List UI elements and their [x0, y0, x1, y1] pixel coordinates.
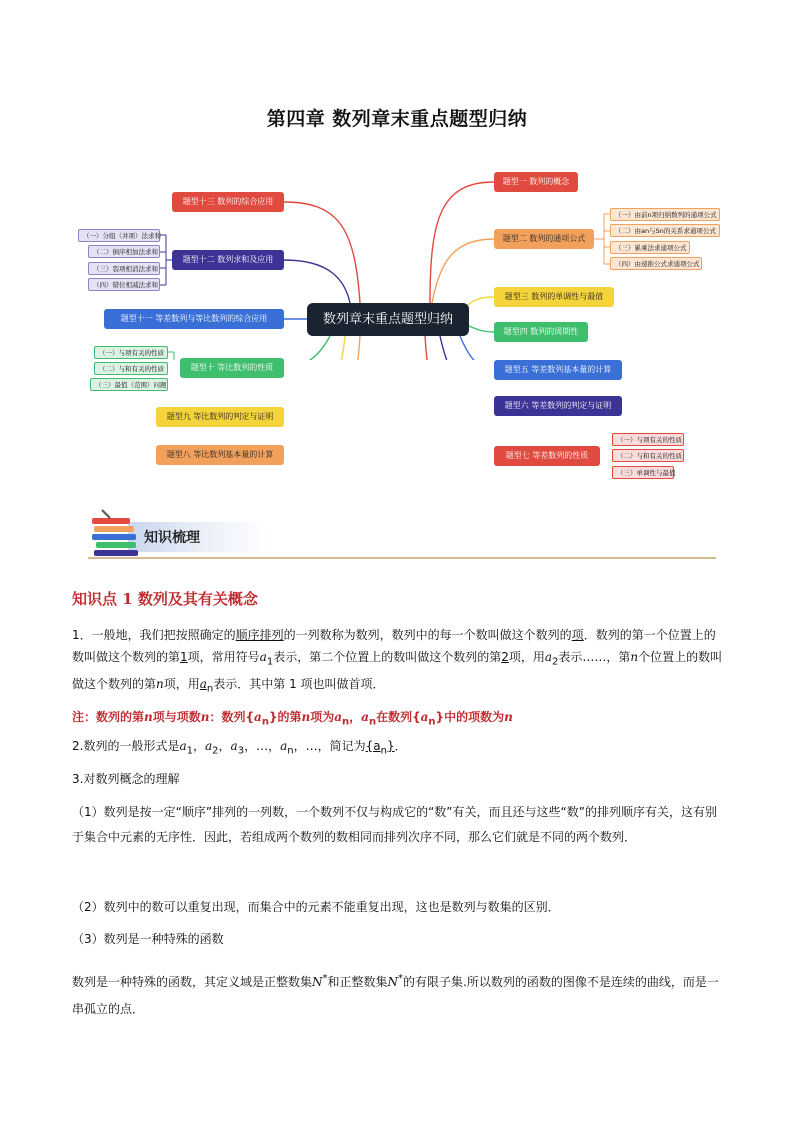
mindmap-node-type12: 题型十二 数列求和及应用	[172, 250, 284, 270]
mindmap-sub-type2-4: （四）由递推公式求通项公式	[610, 257, 702, 270]
mindmap-node-type2: 题型二 数列的通项公式	[494, 229, 594, 249]
mindmap-node-type11: 题型十一 等差数列与等比数列的综合应用	[104, 309, 284, 329]
mindmap-node-type10: 题型十 等比数列的性质	[180, 358, 284, 378]
mindmap-sub-type12-3: （三）裂项相消法求和	[88, 262, 160, 275]
paragraph-definition: 1．一般地，我们把按照确定的顺序排列的一列数称为数列，数列中的每一个数叫做这个数列的项．数列的第一个位置上的数叫做这个数列的第1项，常用符号$a_1$表示，第二个位置上的数叫做这个数列的第2项，用$a_2$表示……，第n个位置上的数叫做这个数列的第n项，用$a_n$表示．其中第 1 项也叫做首项．	[72, 628, 723, 695]
mindmap-sub-type12-2: （二）倒序相加法求和	[88, 245, 160, 258]
mindmap-node-type5: 题型五 等差数列基本量的计算	[494, 360, 622, 380]
mindmap-node-type8: 题型八 等比数列基本量的计算	[156, 445, 284, 465]
mindmap-node-type9: 题型九 等比数列的判定与证明	[156, 407, 284, 427]
mindmap-center: 数列章末重点题型归纳	[307, 303, 469, 336]
mindmap-sub-type10-3: （三）最值（范围）问题	[90, 378, 168, 391]
paragraph-item-3: （3）数列是一种特殊的函数	[72, 932, 224, 946]
mindmap-node-type6: 题型六 等差数列的判定与证明	[494, 396, 622, 416]
mindmap-node-type4: 题型四 数列的周期性	[494, 322, 588, 342]
section-banner-title: 知识梳理	[144, 530, 200, 546]
mindmap-node-type3: 题型三 数列的单调性与最值	[494, 287, 614, 307]
paragraph-item-1: （1）数列是按一定“顺序”排列的一列数，一个数列不仅与构成它的“数”有关，而且还与这些“数”的排列顺序有关，这有别于集合中元素的无序性．因此，若组成两个数列的数相同而排列次序不同，那么它们就是不同的两个数列．	[72, 805, 717, 844]
mindmap-sub-type12-4: （四）错位相减法求和	[88, 278, 160, 291]
note-line: 注：数列的第n项与项数n：数列$\{a_n\}$的第n项为$a_n$，$a_n$在数列$\{a_n\}$中的项数为n	[72, 710, 513, 728]
mindmap-node-type1: 题型一 数列的概念	[494, 172, 578, 192]
paragraph-general-form: 2.数列的一般形式是$a_1$，$a_2$，$a_3$，…，$a_n$，…，简记为$\{a_n\}$．	[72, 739, 407, 757]
mindmap-sub-type7-3: （三）单调性与最值	[612, 466, 674, 479]
mindmap-node-type7: 题型七 等差数列的性质	[494, 446, 600, 466]
page-title: 第四章 数列章末重点题型归纳	[266, 108, 528, 130]
knowledge-point-title: 知识点 1 数列及其有关概念	[72, 590, 258, 608]
mindmap-sub-type12-1: （一）分组（并项）法求和	[78, 229, 160, 242]
paragraph-function: 数列是一种特殊的函数，其定义域是正整数集N*和正整数集N*的有限子集.所以数列的函数的图像不是连续的曲线，而是一串孤立的点．	[72, 973, 719, 1016]
mindmap-sub-type2-1: （一）由前n项归纳数列的通项公式	[610, 208, 720, 221]
mindmap-sub-type7-2: （二）与和有关的性质	[612, 449, 684, 462]
mindmap-sub-type2-2: （二）由an与Sn的关系求通项公式	[610, 224, 720, 237]
mindmap-sub-type10-1: （一）与项有关的性质	[94, 346, 168, 359]
mindmap-sub-type10-2: （二）与和有关的性质	[94, 362, 168, 375]
paragraph-item-2: （2）数列中的数可以重复出现，而集合中的元素不能重复出现，这也是数列与数集的区别．	[72, 900, 560, 914]
mindmap-sub-type7-1: （一）与项有关的性质	[612, 433, 684, 446]
paragraph-heading-3: 3.对数列概念的理解	[72, 772, 180, 786]
mindmap-node-type13: 题型十三 数列的综合应用	[172, 192, 284, 212]
mindmap-sub-type2-3: （三）累乘法求通项公式	[610, 241, 690, 254]
